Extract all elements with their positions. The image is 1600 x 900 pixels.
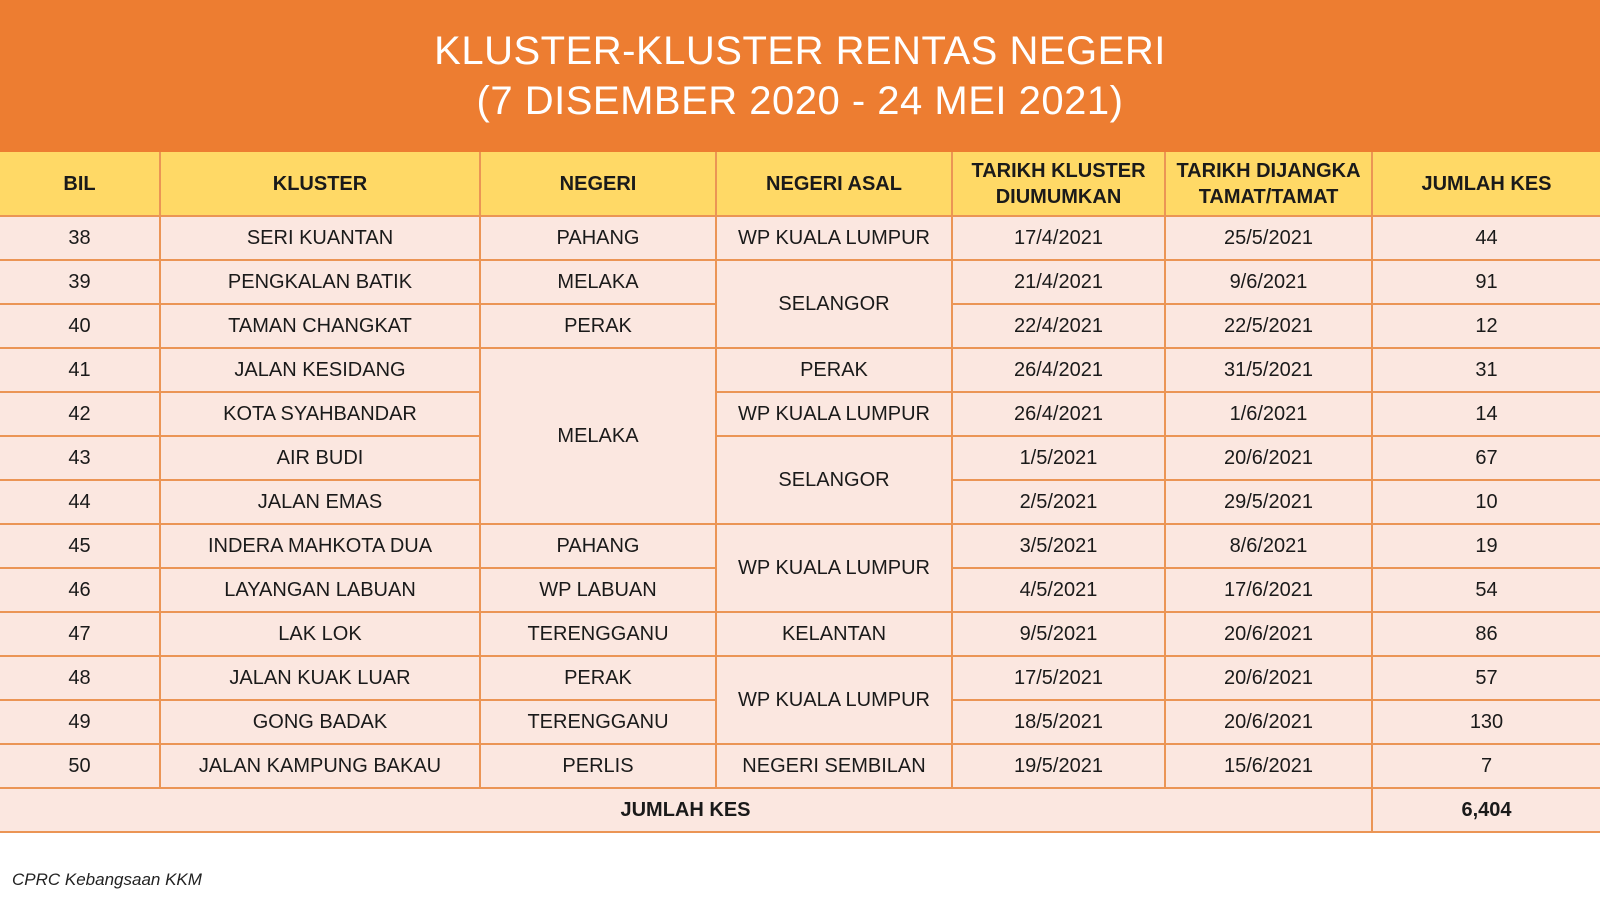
header-tarikh-diumumkan-line2: DIUMUMKAN <box>995 185 1122 208</box>
cell-negeri-asal: WP KUALA LUMPUR <box>716 524 952 612</box>
header-negeri: NEGERI <box>480 152 716 216</box>
header-jumlah-kes: JUMLAH KES <box>1372 152 1600 216</box>
cell-diumumkan: 19/5/2021 <box>952 744 1165 788</box>
cell-kluster: AIR BUDI <box>160 436 480 480</box>
cell-kluster: PENGKALAN BATIK <box>160 260 480 304</box>
cell-tamat: 22/5/2021 <box>1165 304 1372 348</box>
cell-kluster: KOTA SYAHBANDAR <box>160 392 480 436</box>
cell-diumumkan: 17/4/2021 <box>952 216 1165 260</box>
source-note: CPRC Kebangsaan KKM <box>12 870 202 889</box>
cluster-table <box>0 152 1600 833</box>
cell-kluster: LAK LOK <box>160 612 480 656</box>
cell-tamat: 8/6/2021 <box>1165 524 1372 568</box>
table-row <box>0 436 1600 480</box>
cell-bil: 45 <box>0 524 160 568</box>
cell-negeri-asal: WP KUALA LUMPUR <box>716 656 952 744</box>
cell-negeri: PERLIS <box>480 744 716 788</box>
cell-kes: 12 <box>1372 304 1600 348</box>
cell-kes: 130 <box>1372 700 1600 744</box>
cell-kluster: GONG BADAK <box>160 700 480 744</box>
title-line-2: (7 DISEMBER 2020 - 24 MEI 2021) <box>476 79 1124 123</box>
total-value: 6,404 <box>1372 788 1600 832</box>
cell-tamat: 17/6/2021 <box>1165 568 1372 612</box>
cell-kes: 19 <box>1372 524 1600 568</box>
header-kluster: KLUSTER <box>160 152 480 216</box>
header-tarikh-tamat-line2: TAMAT/TAMAT <box>1198 185 1339 208</box>
header-row <box>0 152 1600 216</box>
cell-negeri: PAHANG <box>480 216 716 260</box>
table-row <box>0 656 1600 700</box>
cell-bil: 46 <box>0 568 160 612</box>
table-row <box>0 348 1600 392</box>
cell-negeri-asal: NEGERI SEMBILAN <box>716 744 952 788</box>
cell-negeri: MELAKA <box>480 260 716 304</box>
cell-diumumkan: 17/5/2021 <box>952 656 1165 700</box>
cell-tamat: 15/6/2021 <box>1165 744 1372 788</box>
cell-negeri-asal: WP KUALA LUMPUR <box>716 216 952 260</box>
cell-bil: 41 <box>0 348 160 392</box>
cell-negeri-asal: SELANGOR <box>716 436 952 524</box>
cell-diumumkan: 3/5/2021 <box>952 524 1165 568</box>
cell-tamat: 9/6/2021 <box>1165 260 1372 304</box>
cell-tamat: 1/6/2021 <box>1165 392 1372 436</box>
header-tarikh-tamat <box>1165 152 1372 216</box>
cell-bil: 43 <box>0 436 160 480</box>
cell-kluster: JALAN EMAS <box>160 480 480 524</box>
cell-tamat: 31/5/2021 <box>1165 348 1372 392</box>
cell-kes: 10 <box>1372 480 1600 524</box>
cell-negeri-asal: WP KUALA LUMPUR <box>716 392 952 436</box>
cell-bil: 39 <box>0 260 160 304</box>
cell-tamat: 20/6/2021 <box>1165 700 1372 744</box>
cell-diumumkan: 26/4/2021 <box>952 392 1165 436</box>
cell-kluster: LAYANGAN LABUAN <box>160 568 480 612</box>
cell-kes: 91 <box>1372 260 1600 304</box>
cell-bil: 44 <box>0 480 160 524</box>
total-label: JUMLAH KES <box>0 788 1372 832</box>
title-line-1: KLUSTER-KLUSTER RENTAS NEGERI <box>434 29 1166 73</box>
cell-diumumkan: 18/5/2021 <box>952 700 1165 744</box>
cell-kes: 44 <box>1372 216 1600 260</box>
cell-tamat: 25/5/2021 <box>1165 216 1372 260</box>
cell-negeri-asal: PERAK <box>716 348 952 392</box>
cell-negeri-asal: KELANTAN <box>716 612 952 656</box>
cell-kluster: JALAN KESIDANG <box>160 348 480 392</box>
table-row <box>0 392 1600 436</box>
cell-kes: 86 <box>1372 612 1600 656</box>
cell-bil: 48 <box>0 656 160 700</box>
title-banner <box>0 0 1600 152</box>
table-row <box>0 216 1600 260</box>
cell-diumumkan: 4/5/2021 <box>952 568 1165 612</box>
cell-bil: 40 <box>0 304 160 348</box>
cell-negeri-asal: SELANGOR <box>716 260 952 348</box>
cell-negeri: PAHANG <box>480 524 716 568</box>
cell-kluster: TAMAN CHANGKAT <box>160 304 480 348</box>
cell-tamat: 20/6/2021 <box>1165 436 1372 480</box>
cell-bil: 47 <box>0 612 160 656</box>
cell-bil: 42 <box>0 392 160 436</box>
cell-kes: 7 <box>1372 744 1600 788</box>
header-negeri-asal: NEGERI ASAL <box>716 152 952 216</box>
header-tarikh-tamat-line1: TARIKH DIJANGKA <box>1176 159 1361 182</box>
cell-kes: 54 <box>1372 568 1600 612</box>
cell-bil: 38 <box>0 216 160 260</box>
cell-kes: 67 <box>1372 436 1600 480</box>
cell-kluster: SERI KUANTAN <box>160 216 480 260</box>
cell-negeri: TERENGGANU <box>480 612 716 656</box>
table-row <box>0 612 1600 656</box>
header-tarikh-diumumkan-line1: TARIKH KLUSTER <box>971 159 1146 182</box>
cell-kes: 57 <box>1372 656 1600 700</box>
cell-kes: 14 <box>1372 392 1600 436</box>
cell-negeri: PERAK <box>480 656 716 700</box>
total-row <box>0 788 1600 832</box>
cell-diumumkan: 1/5/2021 <box>952 436 1165 480</box>
cell-negeri: PERAK <box>480 304 716 348</box>
cell-negeri: WP LABUAN <box>480 568 716 612</box>
cell-bil: 49 <box>0 700 160 744</box>
cell-diumumkan: 2/5/2021 <box>952 480 1165 524</box>
cell-tamat: 20/6/2021 <box>1165 656 1372 700</box>
cell-diumumkan: 22/4/2021 <box>952 304 1165 348</box>
cell-kluster: INDERA MAHKOTA DUA <box>160 524 480 568</box>
cell-tamat: 29/5/2021 <box>1165 480 1372 524</box>
table-row <box>0 744 1600 788</box>
header-bil: BIL <box>0 152 160 216</box>
cell-diumumkan: 21/4/2021 <box>952 260 1165 304</box>
table-row <box>0 524 1600 568</box>
cell-negeri: MELAKA <box>480 348 716 524</box>
cell-negeri: TERENGGANU <box>480 700 716 744</box>
table-row <box>0 260 1600 304</box>
cell-kes: 31 <box>1372 348 1600 392</box>
cell-bil: 50 <box>0 744 160 788</box>
cell-kluster: JALAN KAMPUNG BAKAU <box>160 744 480 788</box>
cell-kluster: JALAN KUAK LUAR <box>160 656 480 700</box>
cell-tamat: 20/6/2021 <box>1165 612 1372 656</box>
cell-diumumkan: 26/4/2021 <box>952 348 1165 392</box>
header-tarikh-diumumkan <box>952 152 1165 216</box>
cell-diumumkan: 9/5/2021 <box>952 612 1165 656</box>
